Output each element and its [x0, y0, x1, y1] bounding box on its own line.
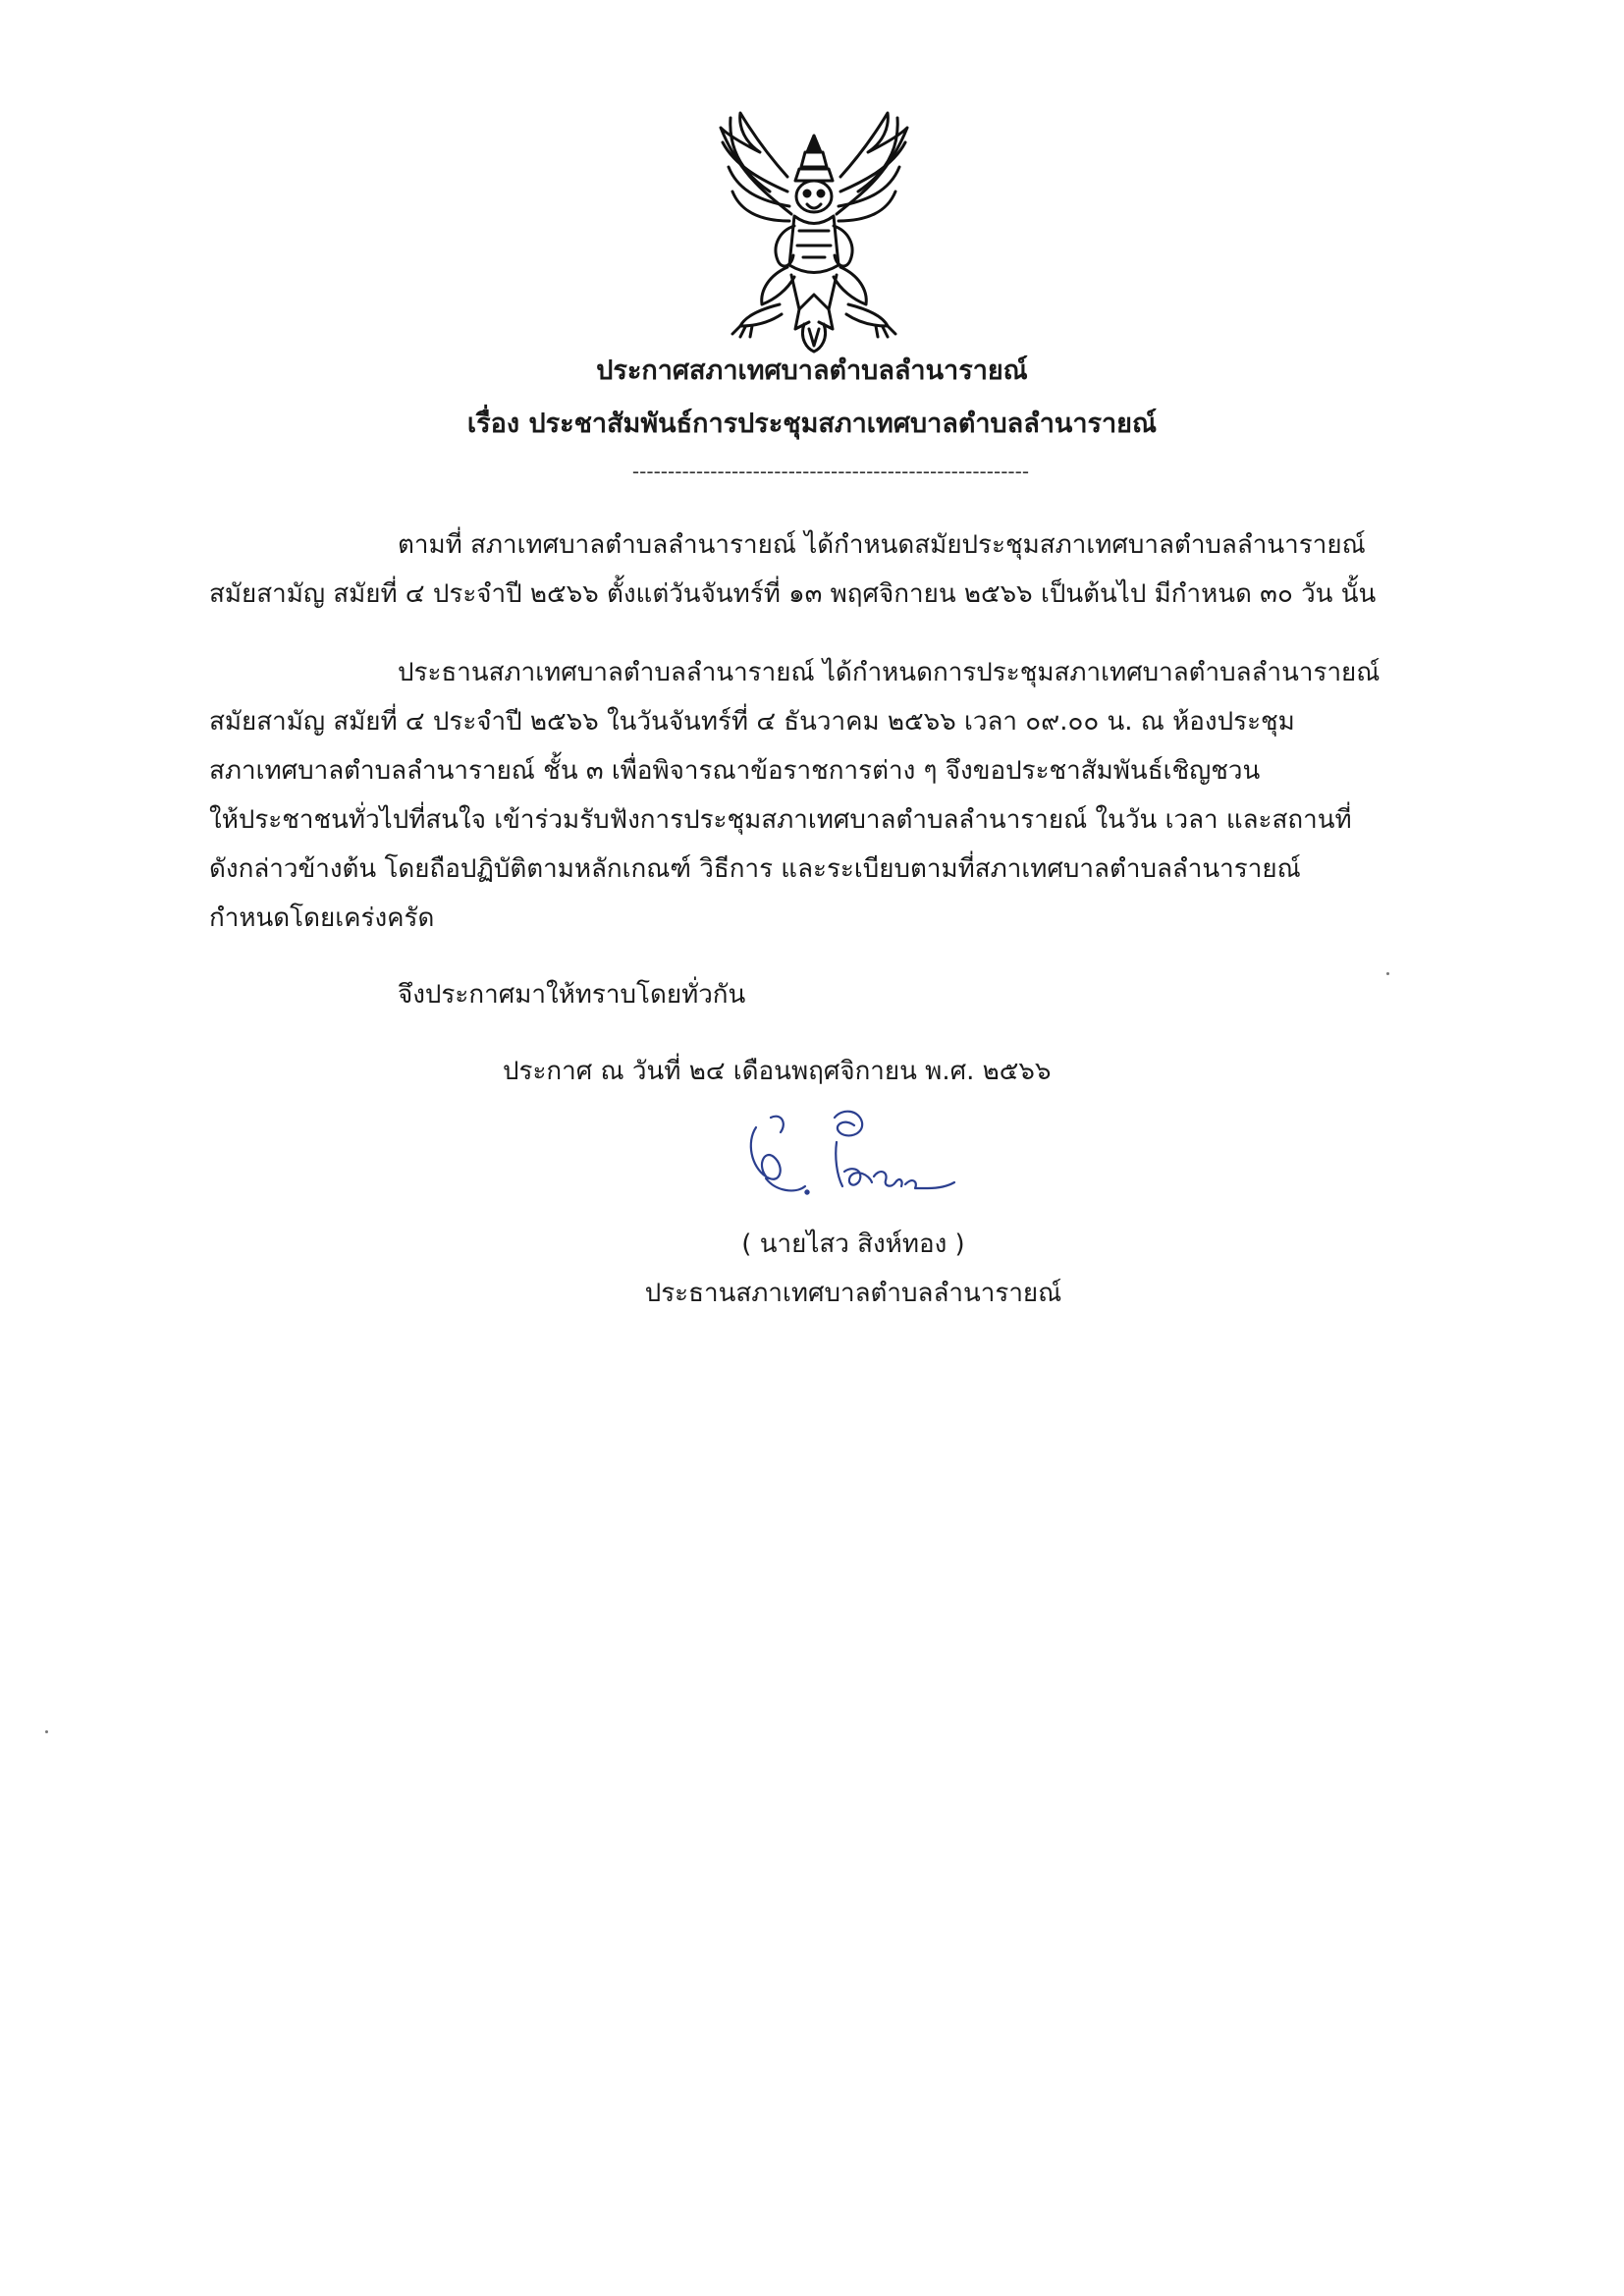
paragraph-line: สมัยสามัญ สมัยที่ ๔ ประจำปี ๒๕๖๖ ตั้งแต่วันจันทร์ที่ ๑๓ พฤศจิกายน ๒๕๖๖ เป็นต้นไป มีกำหนด ๓๐ วัน นั้น	[209, 579, 1377, 609]
paragraph-line: ตามที่ สภาเทศบาลตำบลลำนารายณ์ ได้กำหนดสมัยประชุมสภาเทศบาลตำบลลำนารายณ์	[398, 530, 1366, 560]
closing-statement: จึงประกาศมาให้ทราบโดยทั่วกัน	[398, 980, 746, 1010]
handwritten-signature-icon	[727, 1098, 962, 1216]
paragraph-1	[209, 520, 1449, 619]
paragraph-line: ดังกล่าวข้างต้น โดยถือปฏิบัติตามหลักเกณฑ์ วิธีการ และระเบียบตามที่สภาเทศบาลตำบลลำนารายณ์	[209, 854, 1301, 884]
title-separator: --------------------------------------------------------	[631, 460, 1030, 483]
signer-position: ประธานสภาเทศบาลตำบลลำนารายณ์	[644, 1279, 1062, 1308]
announcement-date: ประกาศ ณ วันที่ ๒๔ เดือนพฤศจิกายน พ.ศ. ๒๕๖๖	[503, 1057, 1052, 1086]
announcement-title: ประกาศสภาเทศบาลตำบลลำนารายณ์	[596, 355, 1028, 386]
garuda-emblem-icon	[701, 98, 927, 354]
paragraph-line: สมัยสามัญ สมัยที่ ๔ ประจำปี ๒๕๖๖ ในวันจันทร์ที่ ๔ ธันวาคม ๒๕๖๖ เวลา ๐๙.๐๐ น. ณ ห้องประชุม	[209, 707, 1295, 737]
signer-name: ( นายไสว สิงห์ทอง )	[741, 1230, 965, 1259]
paragraph-2	[209, 648, 1449, 943]
paragraph-line: กำหนดโดยเคร่งครัด	[209, 903, 435, 933]
scan-speck	[1386, 972, 1389, 975]
paragraph-line: ให้ประชาชนทั่วไปที่สนใจ เข้าร่วมรับฟังการประชุมสภาเทศบาลตำบลลำนารายณ์ ในวัน เวลา และสถานที่	[209, 805, 1352, 835]
announcement-subject: เรื่อง ประชาสัมพันธ์การประชุมสภาเทศบาลตำบลลำนารายณ์	[466, 409, 1158, 439]
scan-speck	[45, 1730, 48, 1733]
paragraph-line: สภาเทศบาลตำบลลำนารายณ์ ชั้น ๓ เพื่อพิจารณาข้อราชการต่าง ๆ จึงขอประชาสัมพันธ์เชิญชวน	[209, 756, 1261, 786]
paragraph-line: ประธานสภาเทศบาลตำบลลำนารายณ์ ได้กำหนดการประชุมสภาเทศบาลตำบลลำนารายณ์	[398, 658, 1380, 687]
